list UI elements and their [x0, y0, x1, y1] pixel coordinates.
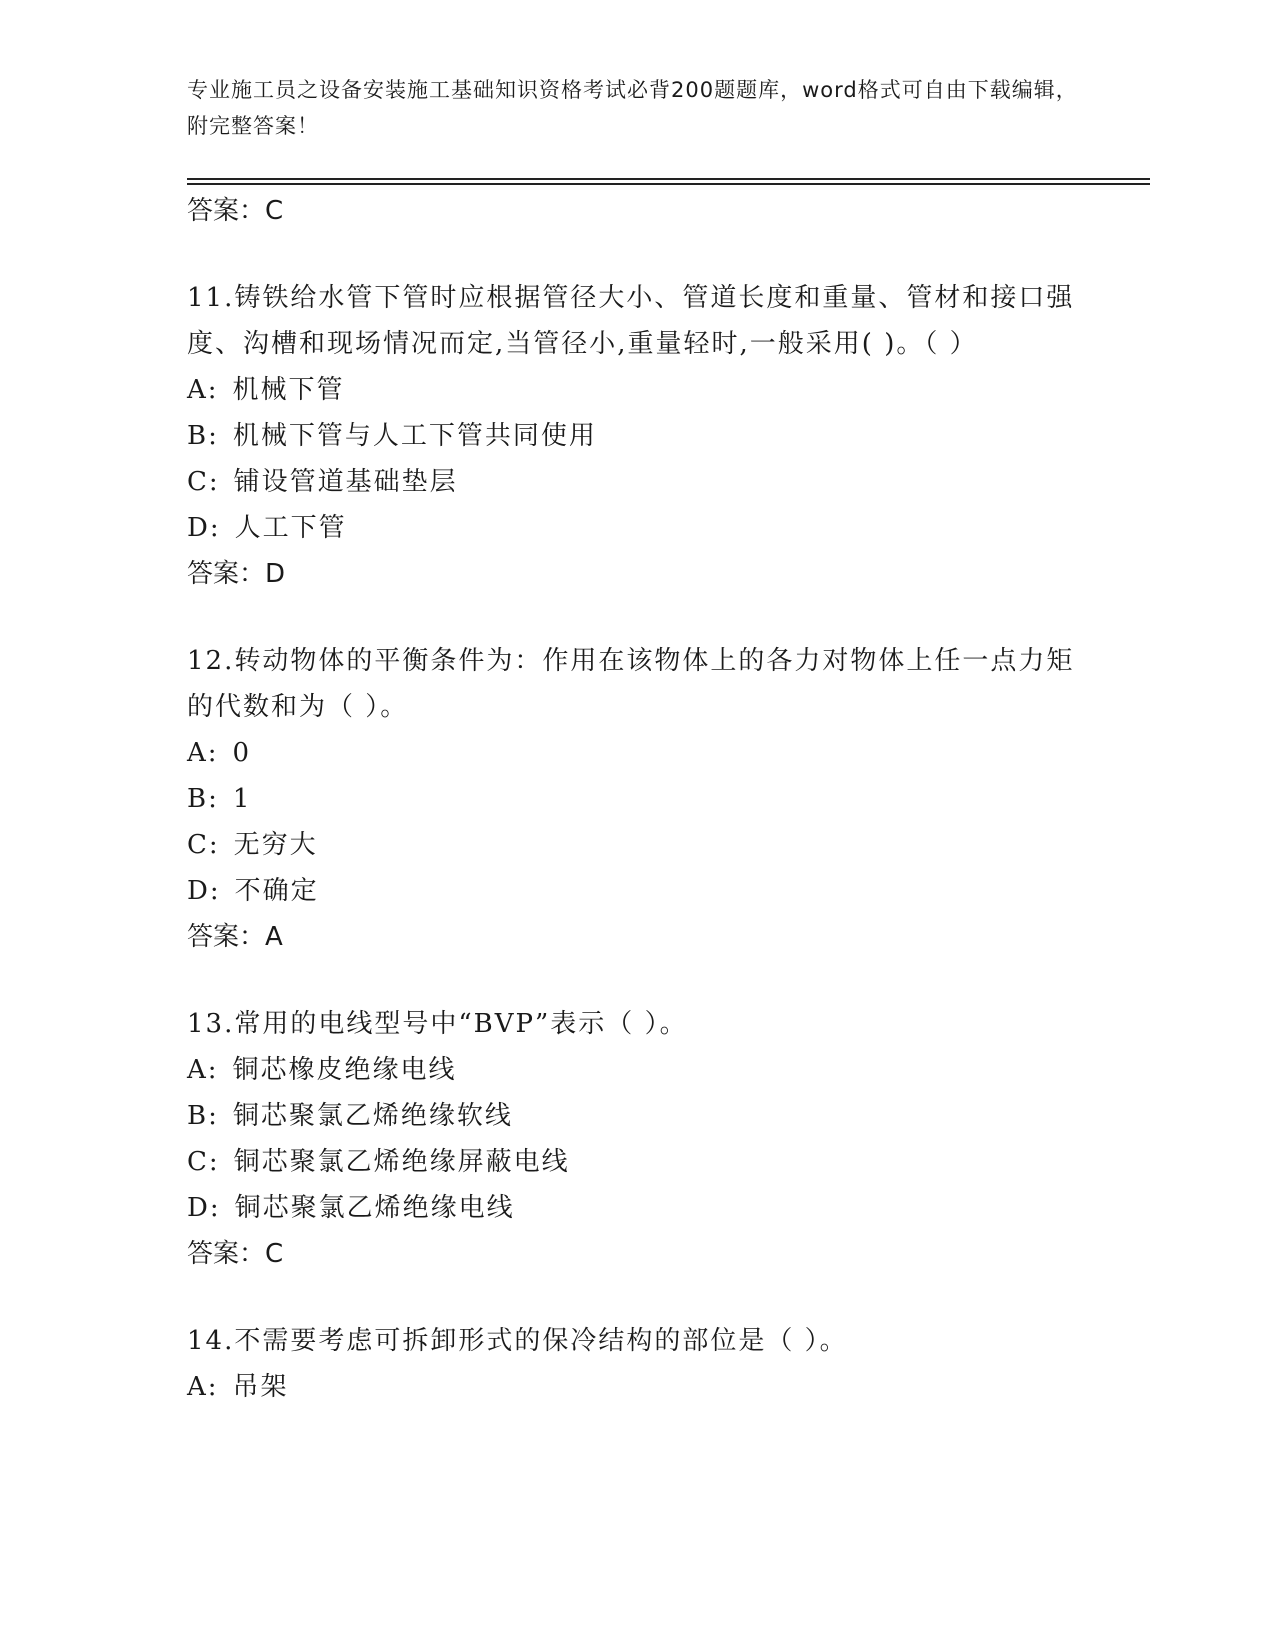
header-divider-bottom	[187, 183, 1150, 185]
option-text: 铜芯聚氯乙烯绝缘电线	[234, 1193, 515, 1223]
question-14	[187, 1318, 1087, 1410]
question-11	[187, 275, 1087, 597]
header-divider-top	[187, 178, 1150, 180]
answer-line: 答案：D	[187, 559, 286, 589]
question-13	[187, 1001, 1087, 1277]
question-text: 13.常用的电线型号中“BVP”表示（ ）。	[187, 1009, 688, 1039]
option-letter: D:	[187, 1193, 221, 1223]
question-text: 11.铸铁给水管下管时应根据管径大小、管道长度和重量、管材和接口强度、沟槽和现场情况而定,当管径小,重量轻时,一般采用( )。（ ）	[187, 283, 1075, 359]
option-text: 铜芯橡皮绝缘电线	[232, 1055, 457, 1085]
option-a	[187, 730, 1087, 776]
option-letter: A:	[187, 738, 219, 768]
option-letter: A:	[187, 375, 219, 405]
option-letter: B:	[187, 784, 219, 814]
option-text: 人工下管	[234, 513, 347, 543]
option-a	[187, 367, 1087, 413]
header-text: 专业施工员之设备安装施工基础知识资格考试必背200题题库，word格式可自由下载编辑，附完整答案！	[187, 78, 1078, 138]
option-text: 0	[232, 738, 252, 768]
option-b	[187, 413, 1087, 459]
option-text: 吊架	[232, 1372, 289, 1402]
option-letter: C:	[187, 1147, 220, 1177]
answer-line: 答案：C	[187, 1239, 284, 1269]
option-letter: C:	[187, 830, 220, 860]
option-c	[187, 822, 1087, 868]
answer-line: 答案：C	[187, 196, 284, 226]
option-letter: D:	[187, 513, 221, 543]
option-letter: A:	[187, 1372, 219, 1402]
question-list	[187, 188, 1087, 1410]
option-letter: B:	[187, 1101, 219, 1131]
option-d	[187, 1185, 1087, 1231]
option-a	[187, 1364, 1087, 1410]
option-text: 机械下管与人工下管共同使用	[232, 421, 597, 451]
option-c	[187, 1139, 1087, 1185]
option-c	[187, 459, 1087, 505]
option-letter: A:	[187, 1055, 219, 1085]
answer-line: 答案：A	[187, 922, 283, 952]
document-header	[187, 72, 1087, 144]
option-b	[187, 1093, 1087, 1139]
option-text: 铜芯聚氯乙烯绝缘屏蔽电线	[233, 1147, 570, 1177]
option-a	[187, 1047, 1087, 1093]
option-d	[187, 505, 1087, 551]
option-text: 不确定	[234, 876, 319, 906]
question-12	[187, 638, 1087, 960]
option-b	[187, 776, 1087, 822]
option-text: 1	[232, 784, 252, 814]
option-text: 无穷大	[233, 830, 318, 860]
option-letter: D:	[187, 876, 221, 906]
option-text: 铺设管道基础垫层	[233, 467, 458, 497]
option-text: 机械下管	[232, 375, 345, 405]
question-text: 14.不需要考虑可拆卸形式的保冷结构的部位是（ ）。	[187, 1326, 848, 1356]
option-letter: B:	[187, 421, 219, 451]
option-d	[187, 868, 1087, 914]
question-text: 12.转动物体的平衡条件为：作用在该物体上的各力对物体上任一点力矩的代数和为（ ）。	[187, 646, 1075, 722]
option-letter: C:	[187, 467, 220, 497]
option-text: 铜芯聚氯乙烯绝缘软线	[232, 1101, 513, 1131]
